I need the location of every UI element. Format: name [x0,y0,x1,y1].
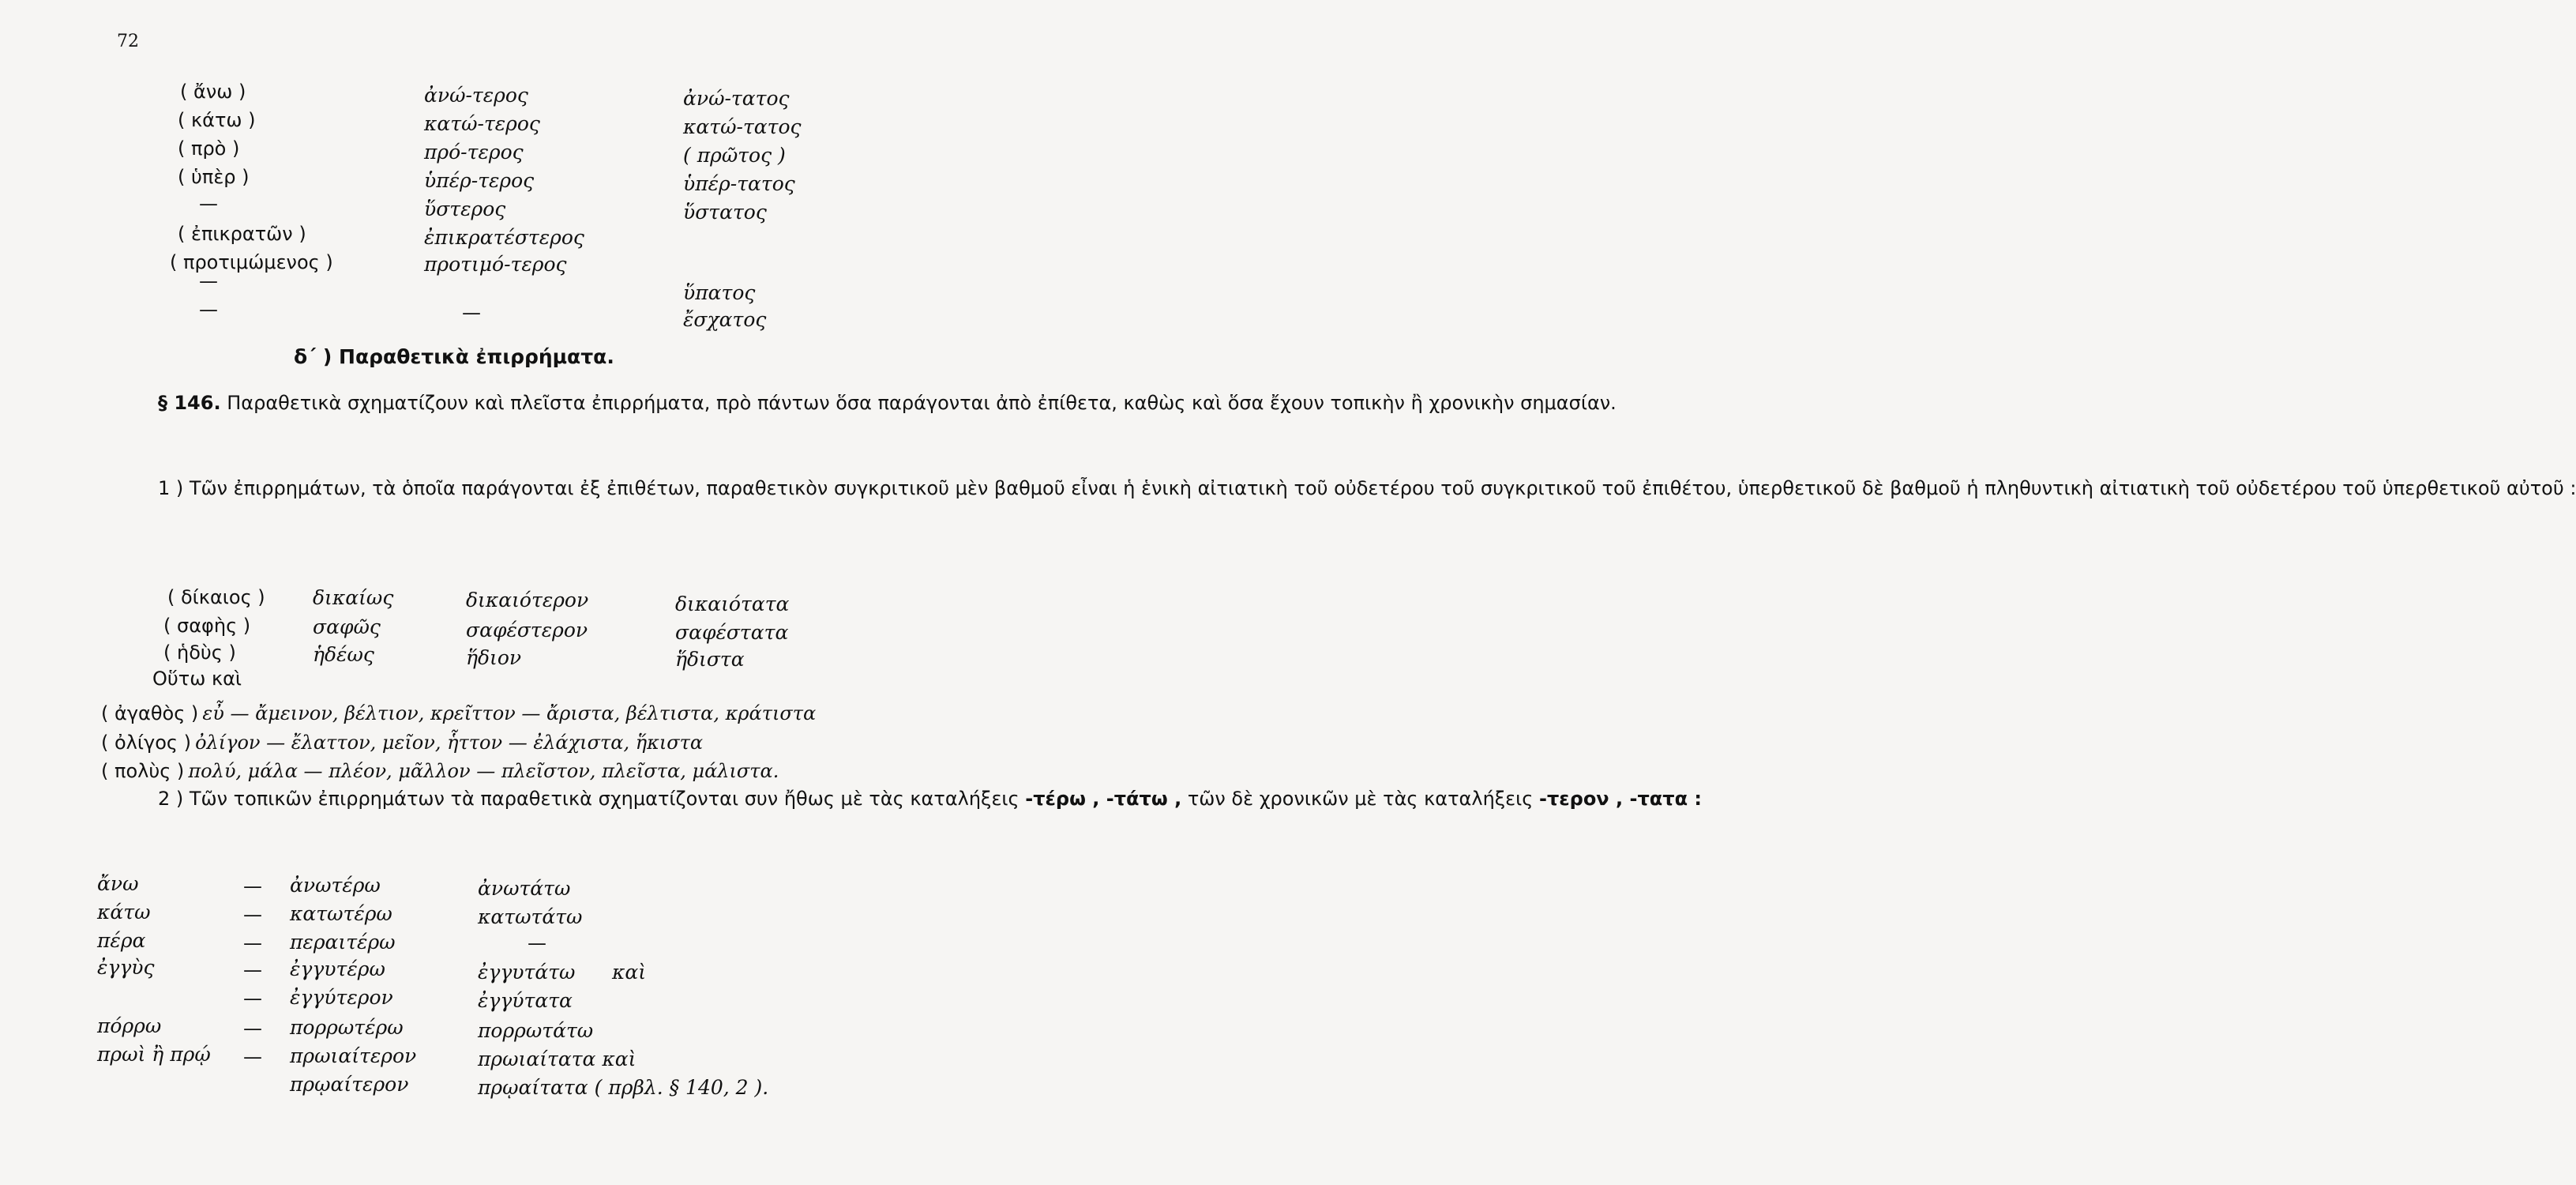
adverb-base: πέρα [97,929,146,952]
adverb-base: ἄνω [97,872,139,895]
adverb-dash: — [243,1046,262,1068]
adverb-dash: — [243,932,262,954]
example-adjective: ( δίκαιος ) [167,586,265,608]
comparatives-base: — [199,270,218,292]
comparatives-comparative: κατώ-τερος [424,112,540,135]
comparatives-base: ( κάτω ) [178,109,256,131]
page-number: 72 [117,32,139,51]
example-comparative: σαφέστερον [466,619,588,641]
comparatives-comparative: — [462,302,481,324]
comparatives-superlative: ὕπατος [683,281,756,304]
comparatives-comparative: ὕστερος [424,198,506,220]
section-number: § 146. [158,392,221,414]
irregular-adjective: ( ἀγαθὸς ) [101,702,199,724]
comparatives-base: ( ἐπικρατῶν ) [178,223,306,245]
irregular-row [101,702,816,724]
adverb-superlative: πρωιαίτατα καὶ [478,1048,636,1070]
comparatives-base: ( ἄνω ) [180,81,246,103]
adverb-comparative: πορρωτέρω [290,1016,404,1039]
rule-2-paragraph [111,784,1703,814]
comparatives-superlative: ἔσχατος [683,308,767,331]
adverb-comparative: πρῳαίτερον [290,1073,409,1096]
adverb-comparative: ἀνωτέρω [290,874,381,897]
comparatives-comparative: ὑπέρ-τερος [424,169,535,192]
adverb-conjunction: καὶ [612,961,647,984]
irregular-forms-text: εὖ — ἄμεινον, βέλτιον, κρεῖττον — ἄριστα, βέλτιστα, κράτιστα [202,702,817,724]
comparatives-superlative: ( πρῶτος ) [683,144,786,167]
comparatives-base: ( πρὸ ) [178,137,240,160]
adverb-base: πρωὶ ἢ πρῴ [97,1043,211,1066]
rule-2-text-a: 2 ) Τῶν τοπικῶν ἐπιρρημάτων τὰ παραθετικὰ σχηματίζονται συν ἤθως μὲ τὰς καταλήξεις [158,788,1020,810]
rule-1-paragraph [111,474,2576,503]
irregular-row [101,760,779,782]
example-comparative: δικαιότερον [466,589,589,611]
example-comparative: ἥδιον [466,646,522,669]
section-heading: δ΄ ) Παραθετικὰ ἐπιρρήματα. [294,345,614,368]
section-146-paragraph [111,389,1617,418]
comparatives-superlative: ὕστατος [683,201,767,224]
irregular-row [101,732,703,754]
rule-1-text: 1 ) Τῶν ἐπιρρημάτων, τὰ ὁποῖα παράγονται ἐξ ἐπιθέτων, παραθετικὸν συγκριτικοῦ μὲν βαθμοῦ εἶναι ἡ ἑνικὴ αἰτιατικὴ τοῦ οὐδετέρου τοῦ συγκριτικοῦ τοῦ ἐπιθέτου, ὑπερθετικοῦ δὲ βαθμοῦ ἡ πληθυντικὴ αἰτιατικὴ τοῦ οὐδετέρου τοῦ ὑπερθετικοῦ αὐτοῦ : [158,477,2576,499]
adverb-superlative: κατωτάτω [478,905,583,928]
adverb-superlative: πορρωτάτω [478,1019,594,1042]
suffix-temporal: -τερον , -τατα : [1539,788,1703,810]
example-adjective: ( σαφὴς ) [163,615,251,637]
irregular-adjective: ( πολὺς ) [101,760,185,782]
example-superlative: ἥδιστα [675,648,745,671]
adverb-base: κάτω [97,901,151,924]
example-adjective: ( ἡδὺς ) [163,641,236,664]
adverb-comparative: περαιτέρω [290,931,396,954]
comparatives-superlative: ὑπέρ-τατος [683,172,795,195]
comparatives-superlative: ἀνώ-τατος [683,87,790,110]
comparatives-superlative: κατώ-τατος [683,115,802,138]
adverb-dash: — [243,988,262,1010]
likewise-label: Οὕτω καὶ [152,668,242,690]
rule-2-text-b: τῶν δὲ χρονικῶν μὲ τὰς καταλήξεις [1187,788,1534,810]
example-adverb: δικαίως [313,586,394,609]
adverb-comparative: ἐγγύτερον [290,986,393,1009]
adverb-dash: — [243,1018,262,1040]
comparatives-comparative: πρό-τερος [424,141,524,164]
section-146-text: Παραθετικὰ σχηματίζουν καὶ πλεῖστα ἐπιρρήματα, πρὸ πάντων ὅσα παράγονται ἀπὸ ἐπίθετα, καθὼς καὶ ὅσα ἔχουν τοπικὴν ἢ χρονικὴν σημασίαν. [227,392,1617,414]
adverb-base: πόρρω [97,1014,162,1037]
comparatives-base: — [199,299,218,321]
comparatives-base: ( ὑπὲρ ) [178,166,250,188]
comparatives-comparative: ἀνώ-τερος [424,84,528,107]
irregular-forms-text: ὀλίγον — ἔλαττον, μεῖον, ἧττον — ἐλάχιστα, ἥκιστα [195,732,704,754]
comparatives-base: — [199,193,218,215]
comparatives-base: ( προτιμώμενος ) [170,251,333,273]
suffix-local: -τέρω , -τάτω , [1025,788,1182,810]
adverb-superlative: ἐγγύτατα [478,989,573,1012]
comparatives-comparative: ἐπικρατέστερος [424,226,584,249]
irregular-forms-text: πολύ, μάλα — πλέον, μᾶλλον — πλεῖστον, πλεῖστα, μάλιστα. [188,760,779,782]
irregular-adjective: ( ὀλίγος ) [101,732,191,754]
adverb-superlative: — [528,932,546,954]
adverb-superlative: ἀνωτάτω [478,877,571,900]
adverb-comparative: πρωιαίτερον [290,1044,417,1067]
adverb-superlative: ἐγγυτάτω [478,961,576,984]
adverb-dash: — [243,904,262,926]
comparatives-comparative: προτιμό-τερος [424,253,567,276]
adverb-superlative: πρῳαίτατα ( πρβλ. § 140, 2 ). [478,1076,769,1099]
adverb-comparative: ἐγγυτέρω [290,957,385,980]
example-superlative: σαφέστατα [675,621,789,644]
adverb-dash: — [243,875,262,897]
example-adverb: σαφῶς [313,615,381,638]
adverb-dash: — [243,959,262,981]
adverb-comparative: κατωτέρω [290,902,392,925]
example-superlative: δικαιότατα [675,592,790,615]
adverb-base: ἐγγὺς [97,956,155,979]
example-adverb: ἡδέως [313,643,374,666]
